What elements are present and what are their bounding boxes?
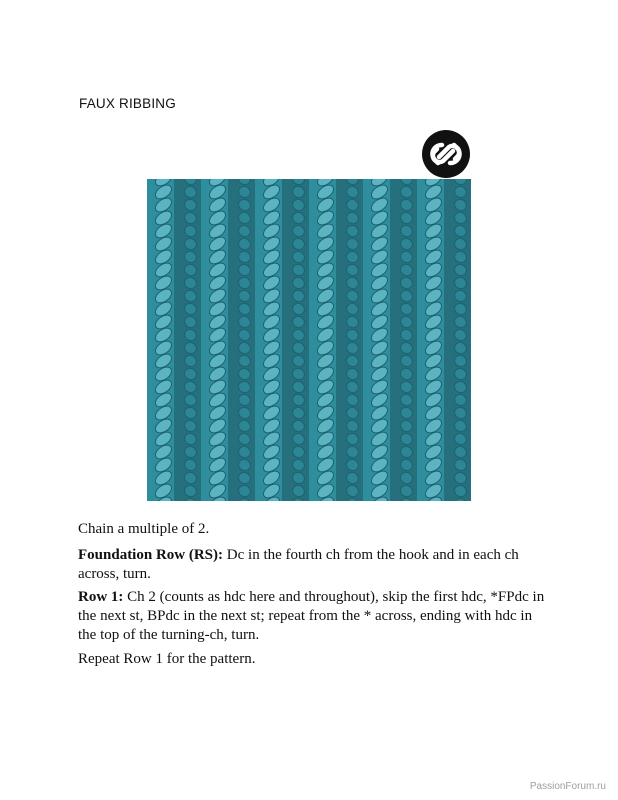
watermark: PassionForum.ru [529,781,606,792]
row-1-label: Row 1: [78,589,124,605]
page-title: FAUX RIBBING [79,96,176,111]
knit-swatch-photo [147,179,471,501]
link-chain-icon [422,130,470,178]
foundation-row-label: Foundation Row (RS): [78,547,224,563]
foundation-row-paragraph [78,546,548,584]
row-1-text: Ch 2 (counts as hdc here and throughout), skip the first hdc, *FPdc in the next st, BPdc in the next st; repeat from the * across, ending with hdc in the top of the turning-ch, turn. [78,589,545,643]
repeat-paragraph: Repeat Row 1 for the pattern. [78,651,256,667]
foundation-row-text: Dc in the fourth ch from the hook and in each ch across, turn. [78,547,519,582]
row-1-paragraph [78,588,548,645]
intro-paragraph: Chain a multiple of 2. [78,521,210,537]
